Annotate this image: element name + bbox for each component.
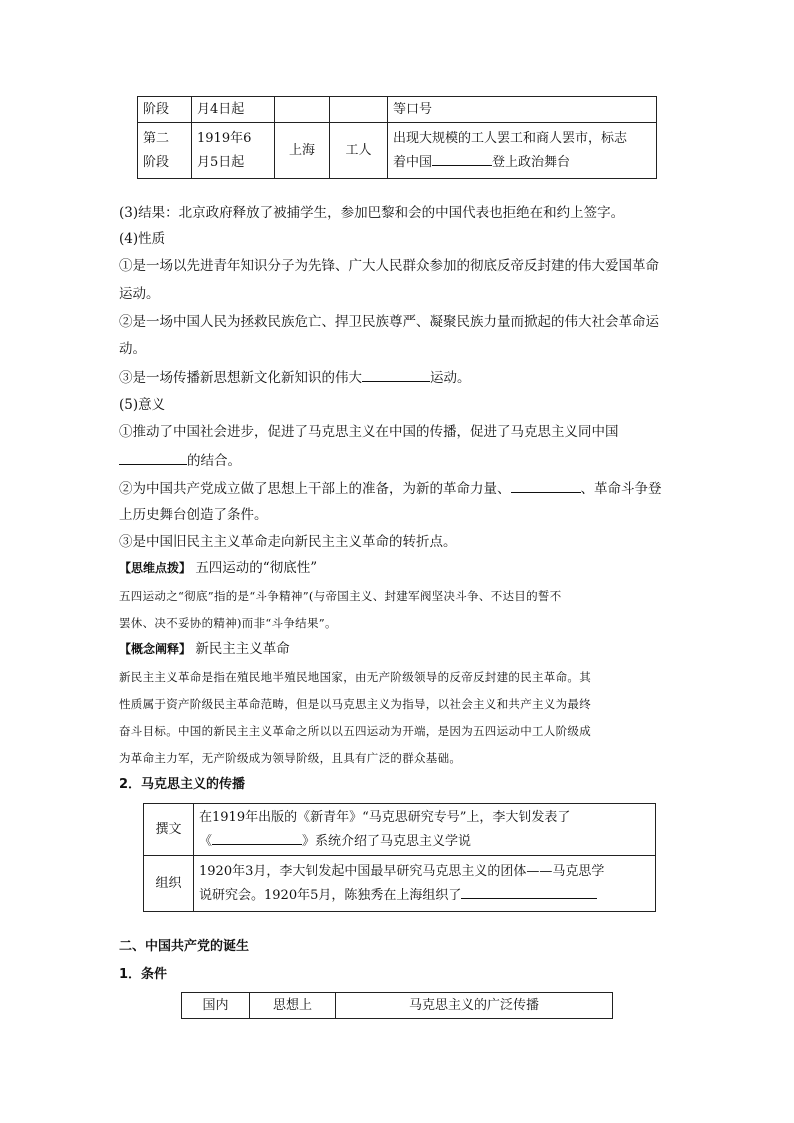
row-label: 组织 — [144, 856, 194, 912]
place-cell: 上海 — [275, 123, 330, 179]
paragraph: 动。 — [119, 341, 146, 357]
fill-blank — [212, 830, 302, 845]
paragraph: ②为中国共产党成立做了思想上干部上的准备，为新的革命力量、 、革命斗争登 — [119, 478, 662, 499]
table-row — [182, 993, 613, 1019]
concept-heading: 【概念阐释】 新民主主义革命 — [119, 641, 290, 657]
tip-text: 五四运动之“彻底”指的是“斗争精神”(与帝国主义、封建军阀坚决斗争、不达目的誓不 — [119, 589, 562, 603]
fill-blank — [119, 450, 187, 465]
place-cell — [275, 97, 330, 123]
row-content: 在1919年出版的《新青年》“马克思研究专号”上，李大钊发表了 《 》系统介绍了马克思主义学说 — [194, 804, 656, 856]
conditions-table — [181, 992, 613, 1019]
row-label: 撰文 — [144, 804, 194, 856]
row-content: 1920年3月，李大钊发起中国最早研究马克思主义的团体——马克思学 说研究会。1920年5月，陈独秀在上海组织了 — [194, 856, 656, 912]
content-cell: 马克思主义的广泛传播 — [336, 993, 613, 1019]
significance-heading: (5)意义 — [119, 397, 166, 413]
section-heading: 2．马克思主义的传播 — [119, 777, 246, 792]
paragraph: 的结合。 — [119, 450, 241, 471]
fill-blank — [362, 367, 430, 382]
table-row — [144, 856, 656, 912]
concept-text: 性质属于资产阶级民主革命范畴，但是以马克思主义为指导，以社会主义和共产主义为最终 — [119, 697, 591, 711]
date-cell: 月4日起 — [192, 97, 275, 123]
paragraph: 上历史舞台创造了条件。 — [119, 507, 268, 523]
paragraph: ①推动了中国社会进步，促进了马克思主义在中国的传播，促进了马克思主义同中国 — [119, 424, 619, 440]
paragraph: ③是一场传播新思想新文化新知识的伟大 运动。 — [119, 367, 471, 388]
paragraph: ①是一场以先进青年知识分子为先锋、广大人民群众参加的彻底反帝反封建的伟大爱国革命 — [119, 258, 659, 274]
nature-heading: (4)性质 — [119, 231, 166, 247]
class-cell — [330, 97, 388, 123]
stage-cell: 第二 阶段 — [138, 123, 192, 179]
table-row — [138, 123, 657, 179]
aspect-cell: 思想上 — [250, 993, 336, 1019]
paragraph: ②是一场中国人民为拯救民族危亡、捍卫民族尊严、凝聚民族力量而掀起的伟大社会革命运 — [119, 314, 659, 330]
tip-heading: 【思维点拨】 五四运动的“彻底性” — [119, 560, 318, 576]
paragraph: 运动。 — [119, 286, 160, 302]
subsection-heading: 1．条件 — [119, 967, 168, 982]
tip-text: 罢休、决不妥协的精神)而非“斗争结果”。 — [119, 616, 337, 630]
concept-text: 新民主主义革命是指在殖民地半殖民地国家，由无产阶级领导的反帝反封建的民主革命。其 — [119, 670, 591, 684]
scope-cell: 国内 — [182, 993, 250, 1019]
table-row — [144, 804, 656, 856]
movement-stages-table — [137, 96, 657, 179]
event-cell: 等口号 — [388, 97, 657, 123]
fill-blank — [511, 478, 581, 493]
event-cell: 出现大规模的工人罢工和商人罢市，标志 着中国 登上政治舞台 — [388, 123, 657, 179]
table-row — [138, 97, 657, 123]
fill-blank — [461, 884, 597, 899]
part-heading: 二、中国共产党的诞生 — [119, 939, 250, 954]
fill-blank — [432, 151, 492, 166]
marxism-spread-table — [143, 803, 656, 912]
paragraph: ③是中国旧民主主义革命走向新民主主义革命的转折点。 — [119, 534, 457, 550]
concept-text: 为革命主力军，无产阶级成为领导阶级，且具有广泛的群众基础。 — [119, 751, 462, 765]
date-cell: 1919年6 月5日起 — [192, 123, 275, 179]
concept-text: 奋斗目标。中国的新民主主义革命之所以以五四运动为开端，是因为五四运动中工人阶级成 — [119, 724, 591, 738]
class-cell: 工人 — [330, 123, 388, 179]
stage-cell: 阶段 — [138, 97, 192, 123]
result-text: (3)结果：北京政府释放了被捕学生，参加巴黎和会的中国代表也拒绝在和约上签字。 — [119, 205, 625, 221]
